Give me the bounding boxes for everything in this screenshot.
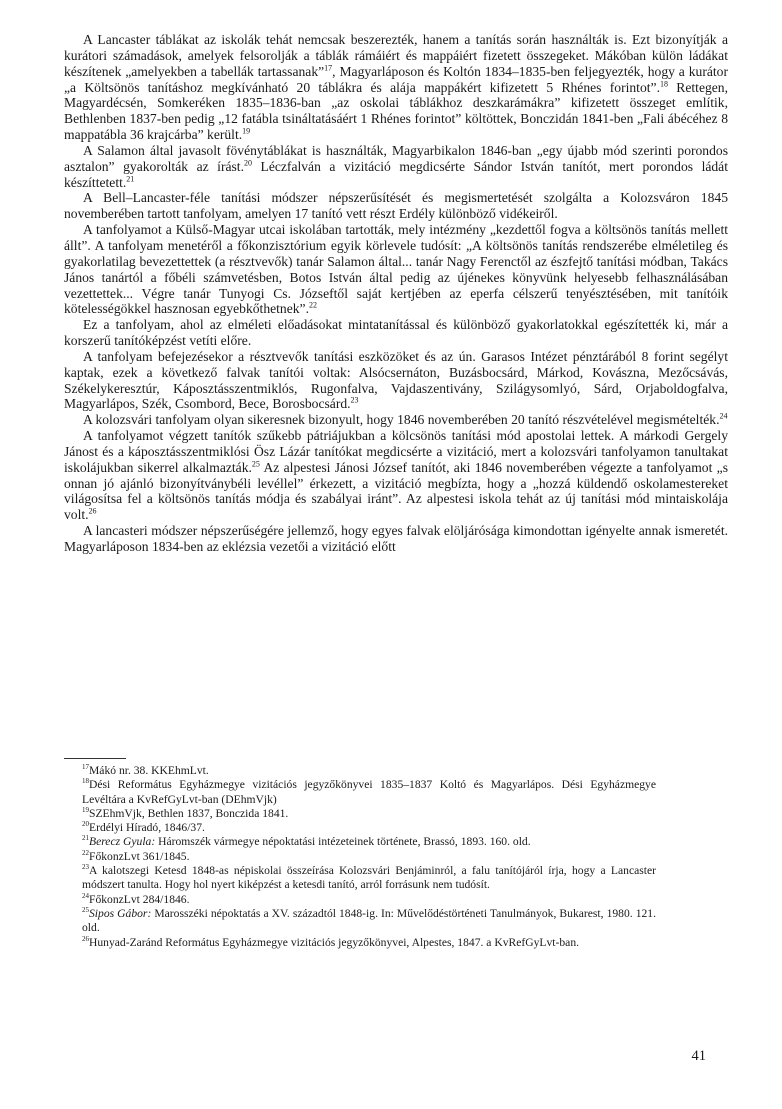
paragraph-text: Rettegen, Magyardécsén, Somkeréken 1835–1836-ban „az oskolai táblákhoz deszkarámákra” kifizetett összeget említik, Bethlenben 1837-ben pedig „12 fatábla tsináltatásáért 1 Rhénes forintot” költöttek, Bonczidán 1841-ben „Fali ábécéhez 8 mappatábla 36 krajcárba” került.: [64, 79, 728, 143]
footnote-text: Marosszéki népoktatás a XV. századtól 1848-ig. In: Művelődéstörténeti Tanulmányok, Bukarest, 1980. 121. old.: [82, 906, 656, 935]
footnote-text: Hunyad-Zaránd Református Egyházmegye vizitációs jegyzőkönyvei, Alpestes, 1847. a KvRefGyLvt-ban.: [89, 935, 580, 949]
paragraph-text: , Magyarláposon és Koltón 1834–1835-ben feljegyezték, hogy a kurátor „a Költsönös tanításhoz megkívánható 20 táblákra és alája mappákért kifizetett 5 Rhénes forintot”.: [64, 63, 728, 95]
paragraph-text: Léczfalván a vizitáció megdicsérte Sándor István tanítót, mert porondos ládát készíttetett.: [64, 158, 728, 190]
footnote-ref: 26: [88, 506, 97, 516]
footnote-number: 20: [82, 820, 89, 829]
footnote-ref: 22: [309, 300, 317, 310]
footnote: [82, 850, 656, 864]
footnote-ref: 17: [324, 63, 333, 73]
footnote-number: 18: [82, 777, 89, 786]
footnote: [82, 936, 656, 950]
paragraph: [64, 428, 728, 523]
footnote-text: SZEhmVjk, Bethlen 1837, Bonczida 1841.: [89, 806, 289, 820]
footnote-author: Sipos Gábor:: [89, 906, 152, 920]
paragraph: [64, 190, 728, 222]
paragraph: [64, 349, 728, 412]
footnote-ref: 18: [659, 79, 668, 88]
footnote-ref: 25: [251, 459, 260, 469]
footnote-number: 24: [82, 891, 89, 900]
footnote-ref: 20: [243, 158, 252, 168]
footnote-number: 23: [82, 863, 89, 872]
paragraph-text: A Bell–Lancaster-féle tanítási módszer népszerűsítését és megismertetését szolgálta a Kolozsváron 1845 novemberében tartott tanfolyam, amelyen 17 tanító vett részt Erdély különböző vidékeiről.: [64, 190, 728, 222]
footnote-number: 26: [82, 934, 89, 943]
footnote-text: Háromszék vármegye népoktatási intézeteinek története, Brassó, 1893. 160. old.: [155, 835, 531, 849]
footnote-separator: [64, 758, 126, 759]
footnote-number: 19: [82, 806, 89, 815]
paragraph: [64, 412, 728, 428]
paragraph-text: A kolozsvári tanfolyam olyan sikeresnek bizonyult, hogy 1846 novemberében 20 tanító részvételével megismételték.: [83, 412, 720, 428]
paragraph-text: Ez a tanfolyam, ahol az elméleti előadásokat mintatanítással és különböző gyakorlatokkal egészítették ki, már a korszerű tanítóképzést vetíti előre.: [64, 317, 728, 349]
footnote-ref: 24: [719, 411, 728, 421]
footnote: [82, 778, 656, 807]
paragraph-text: A Lancaster táblákat az iskolák tehát nemcsak beszerezték, hanem a tanítás során használták is. Ezt bizonyítják a kurátori számadások, amelyek felsorolják a táblák rámáiért és mappáiért fizetett összegeket. Mákóban külön ládákat készítenek „amelyekben a tabellák tartassanak”: [64, 32, 728, 79]
footnote-text: A kalotszegi Ketesd 1848-as népiskolai összeírása Kolozsvári Benjáminról, a falu tanítójáról írja, hogy a Lancaster módszert tanulta. Hogy hol nyert kiképzést a ketesdi tanító, arról forrásunk nem tudósít.: [82, 864, 656, 892]
footnote: [82, 764, 656, 778]
footnote: [82, 807, 656, 821]
footnote-text: Mákó nr. 38. KKEhmLvt.: [89, 764, 209, 777]
paragraph-text: A Salamon által javasolt fövénytáblákat is használták, Magyarbikalon 1846-ban „egy újabb mód szerinti porondos asztalon” gyakorolták az írást.: [64, 142, 728, 174]
footnote: [82, 821, 656, 835]
paragraph-text: A tanfolyam befejezésekor a résztvevők tanítási eszközöket és az ún. Garasos Intézet pénztárából 8 forint segélyt kaptak, ezek a következő falvak tanítói voltak: Alsócsernáton, Buzásbocsárd, Márkod, Kovászna, Mezőcsávás, Székelykeresztúr, Káposztásszentmiklós, Rugonfalva, Vajdaszentivány, Szilágysomlyó, Sárd, Orjaboldogfalva, Magyarlápos, Szék, Csombord, Bece, Borosbocsárd.: [64, 348, 728, 412]
paragraph-text: A lancasteri módszer népszerűségére jellemző, hogy egyes falvak elöljárósága kimondottan igényelte annak ismeretét. Magyarláposon 1834-ben az eklézsia vezetői a vizitáció előtt: [64, 523, 728, 554]
paragraph-text: A tanfolyamot a Külső-Magyar utcai iskolában tartották, mely intézmény „kezdettől fogva a költsönös tanítás mellett állt”. A tanfolyam menetéről a főkonzisztórium egyik körlevele tudósít: „A költsönös tanítás rendszerébe elméletileg és gyakorlatilag bevezettettek (a résztvevők) tanár Salamon által... tanár Nagy Ferenctől az észfejtő tanítási módban, Takács János tanártól a főbéli számvetésben, Botos István által pedig az újénekes könyvünk helyesebb felhasználásában vezettettek... Végre tanár Tunyogi Cs. Józseftől saját kertjében az eperfa célszerű tenyésztésében, mit tanítóik kötelességökkel hasznosan egyebkőthetnek”.: [64, 222, 728, 317]
main-text: [64, 32, 728, 555]
footnote: [82, 893, 656, 907]
footnote-number: 25: [82, 906, 89, 915]
paragraph-text: A tanfolyamot végzett tanítók szűkebb pátriájukban a kölcsönös tanítási mód apostolai lettek. A márkodi Gergely Jánost és a káposztásszentmiklósi Ösz Lázár tanítókat megdicsérte a vizitáció, mert a kolozsvári tanfolyamon tanultakat iskolájukban sikerrel alkalmazták.: [64, 428, 728, 475]
footnote: [82, 864, 656, 893]
footnote-ref: 23: [350, 395, 359, 405]
footnote-text: Erdélyi Híradó, 1846/37.: [89, 821, 205, 835]
footnote-number: 17: [82, 763, 89, 772]
footnote-ref: 19: [242, 126, 251, 136]
footnote-author: Berecz Gyula:: [89, 835, 156, 849]
footnote-text: FőkonzLvt 361/1845.: [89, 849, 190, 863]
page-number: 41: [691, 1048, 706, 1064]
footnote-text: Dési Református Egyházmegye vizitációs jegyzőkönyvei 1835–1837 Koltó és Magyarlápos. Dési Egyházmegye Levéltára a KvRefGyLvt-ban (DEhmVjk): [82, 778, 656, 806]
paragraph: [64, 523, 728, 555]
paragraph-text: Az alpestesi Jánosi József tanítót, aki 1846 novemberében végezte a tanfolyamot „s onnan jó ajánló bizonyítványbéli levéllel” érkezett, a vizitáció megbízta, hogy a „hozzá küldendő oskolamestereket világosítsa fel a költsönös tanítás módja és szabályai iránt”. Az alpestesi iskola tehát az új tanítási mód mintaiskolája volt.: [64, 459, 728, 523]
paragraph: [64, 317, 728, 349]
footnotes: [82, 764, 656, 950]
footnote-number: 21: [82, 834, 89, 843]
paragraph: [64, 32, 728, 143]
footnote-ref: 21: [126, 174, 135, 184]
footnote: [82, 907, 656, 936]
paragraph: [64, 222, 728, 317]
footnote-text: FőkonzLvt 284/1846.: [89, 892, 190, 906]
footnote-number: 22: [82, 848, 89, 857]
footnote: [82, 835, 656, 849]
paragraph: [64, 143, 728, 191]
